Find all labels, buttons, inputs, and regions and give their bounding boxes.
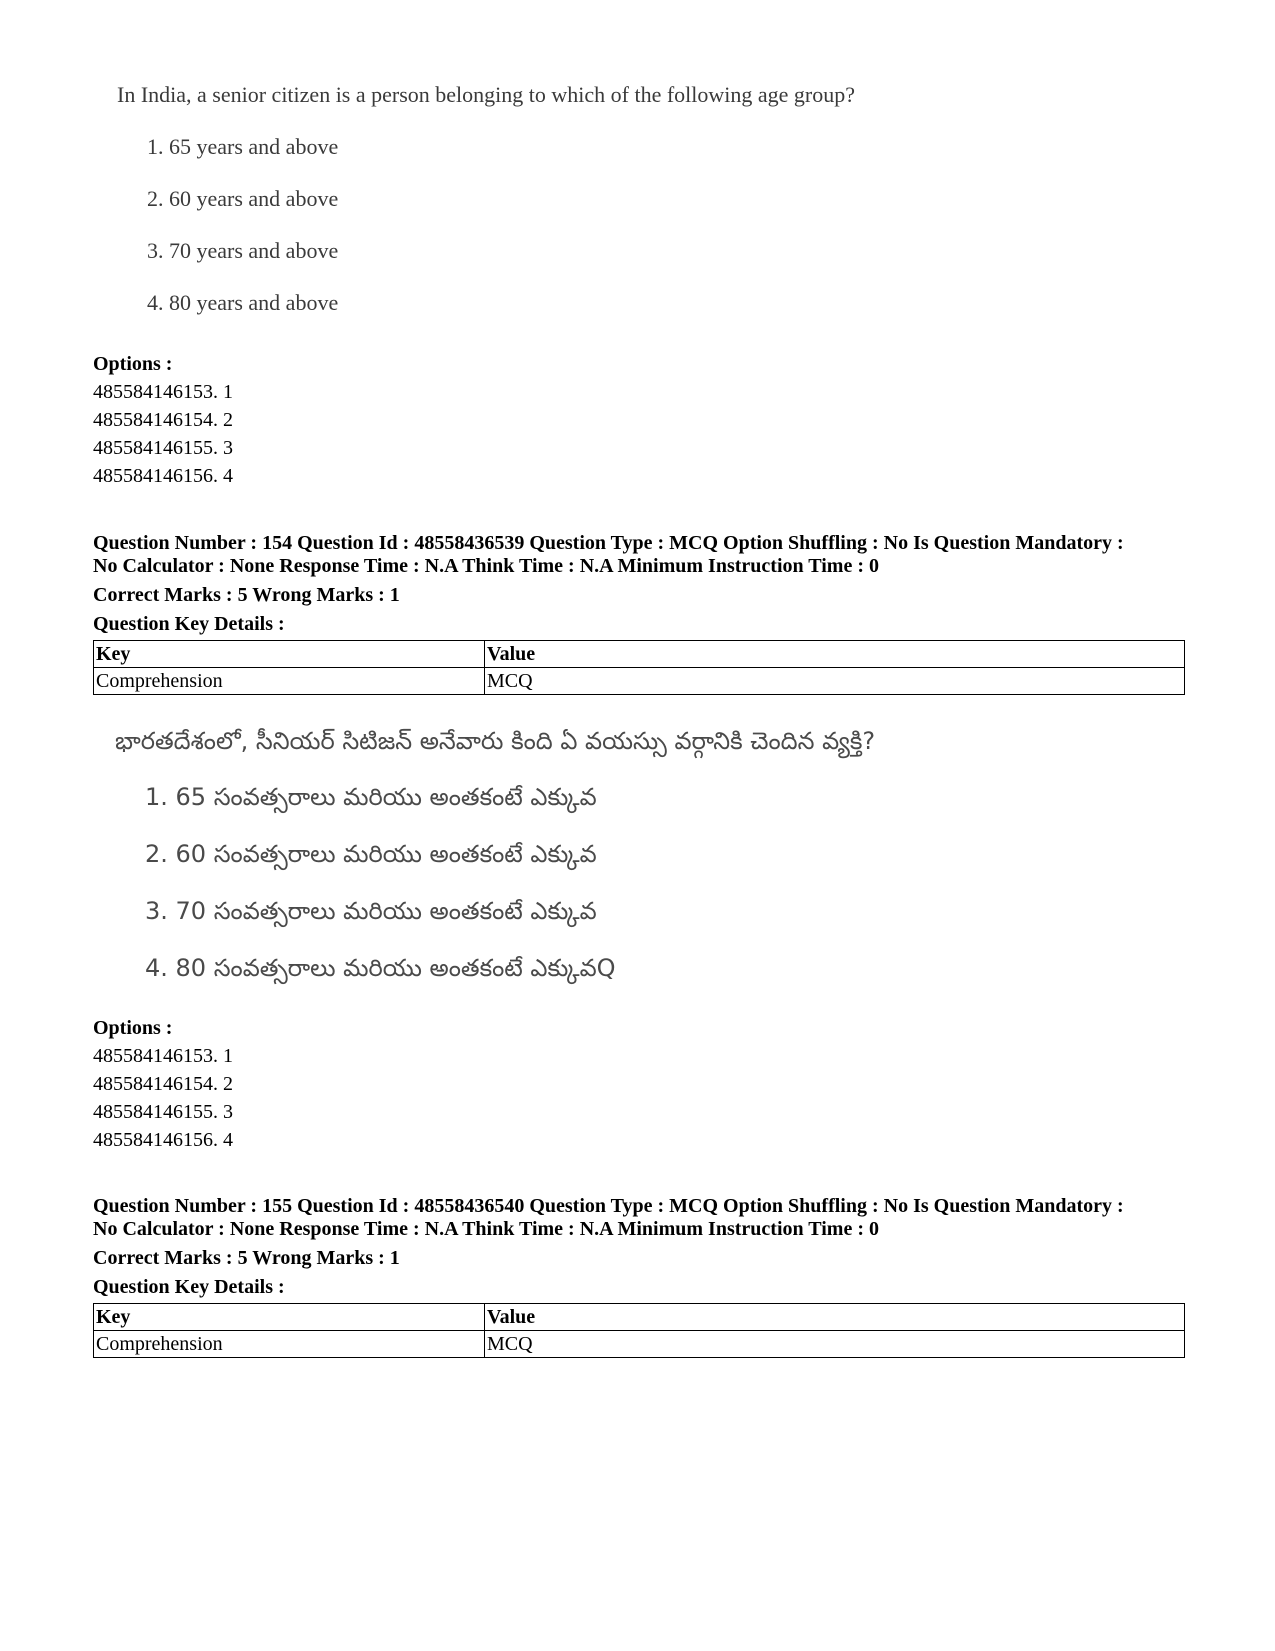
question-option-4: 4. 80 సంవత్సరాలు మరియు అంతకంటే ఎక్కువQ xyxy=(145,954,616,982)
question-image-english xyxy=(117,82,917,322)
question-stem: భారతదేశంలో, సీనియర్ సిటిజన్ అనేవారు కింది ఏ వయస్సు వర్గానికి చెందిన వ్యక్తి? xyxy=(115,727,876,755)
table-row xyxy=(94,1331,1185,1358)
marks-line: Correct Marks : 5 Wrong Marks : 1 xyxy=(93,1247,400,1269)
table-cell-key: Comprehension xyxy=(94,1331,485,1358)
question-option-1: 1. 65 సంవత్సరాలు మరియు అంతకంటే ఎక్కువ xyxy=(145,783,597,811)
options-label: Options : xyxy=(93,1017,173,1039)
question-option-1: 1. 65 years and above xyxy=(147,134,339,159)
key-details-label: Question Key Details : xyxy=(93,1276,285,1298)
option-id-1: 485584146153. 1 xyxy=(93,381,233,403)
table-header-key: Key xyxy=(94,641,485,668)
option-id-1: 485584146153. 1 xyxy=(93,1045,233,1067)
question-image-telugu xyxy=(115,727,965,1002)
table-row xyxy=(94,668,1185,695)
option-id-2: 485584146154. 2 xyxy=(93,409,233,431)
option-id-3: 485584146155. 3 xyxy=(93,1101,233,1123)
table-header-value: Value xyxy=(485,1304,1185,1331)
question-meta xyxy=(93,532,1203,578)
question-option-4: 4. 80 years and above xyxy=(147,290,339,315)
question-meta-line-2: No Calculator : None Response Time : N.A Think Time : N.A Minimum Instruction Time : 0 xyxy=(93,1218,879,1240)
table-cell-value: MCQ xyxy=(485,668,1185,695)
option-id-2: 485584146154. 2 xyxy=(93,1073,233,1095)
table-header-row xyxy=(94,1304,1185,1331)
question-option-2: 2. 60 సంవత్సరాలు మరియు అంతకంటే ఎక్కువ xyxy=(145,840,597,868)
question-stem: In India, a senior citizen is a person belonging to which of the following age group? xyxy=(117,82,856,107)
option-id-4: 485584146156. 4 xyxy=(93,1129,233,1151)
question-option-2: 2. 60 years and above xyxy=(147,186,339,211)
question-option-3: 3. 70 years and above xyxy=(147,238,339,263)
table-cell-key: Comprehension xyxy=(94,668,485,695)
table-header-key: Key xyxy=(94,1304,485,1331)
table-cell-value: MCQ xyxy=(485,1331,1185,1358)
question-meta-line-1: Question Number : 155 Question Id : 48558436540 Question Type : MCQ Option Shuffling : No Is Question Mandatory : xyxy=(93,1195,1124,1217)
key-details-table xyxy=(93,1303,1185,1358)
question-meta xyxy=(93,1195,1203,1241)
options-label: Options : xyxy=(93,353,173,375)
table-header-row xyxy=(94,641,1185,668)
marks-line: Correct Marks : 5 Wrong Marks : 1 xyxy=(93,584,400,606)
question-meta-line-1: Question Number : 154 Question Id : 48558436539 Question Type : MCQ Option Shuffling : No Is Question Mandatory : xyxy=(93,532,1124,554)
key-details-table xyxy=(93,640,1185,695)
question-option-3: 3. 70 సంవత్సరాలు మరియు అంతకంటే ఎక్కువ xyxy=(145,897,597,925)
key-details-label: Question Key Details : xyxy=(93,613,285,635)
option-id-4: 485584146156. 4 xyxy=(93,465,233,487)
option-id-3: 485584146155. 3 xyxy=(93,437,233,459)
question-meta-line-2: No Calculator : None Response Time : N.A Think Time : N.A Minimum Instruction Time : 0 xyxy=(93,555,879,577)
table-header-value: Value xyxy=(485,641,1185,668)
